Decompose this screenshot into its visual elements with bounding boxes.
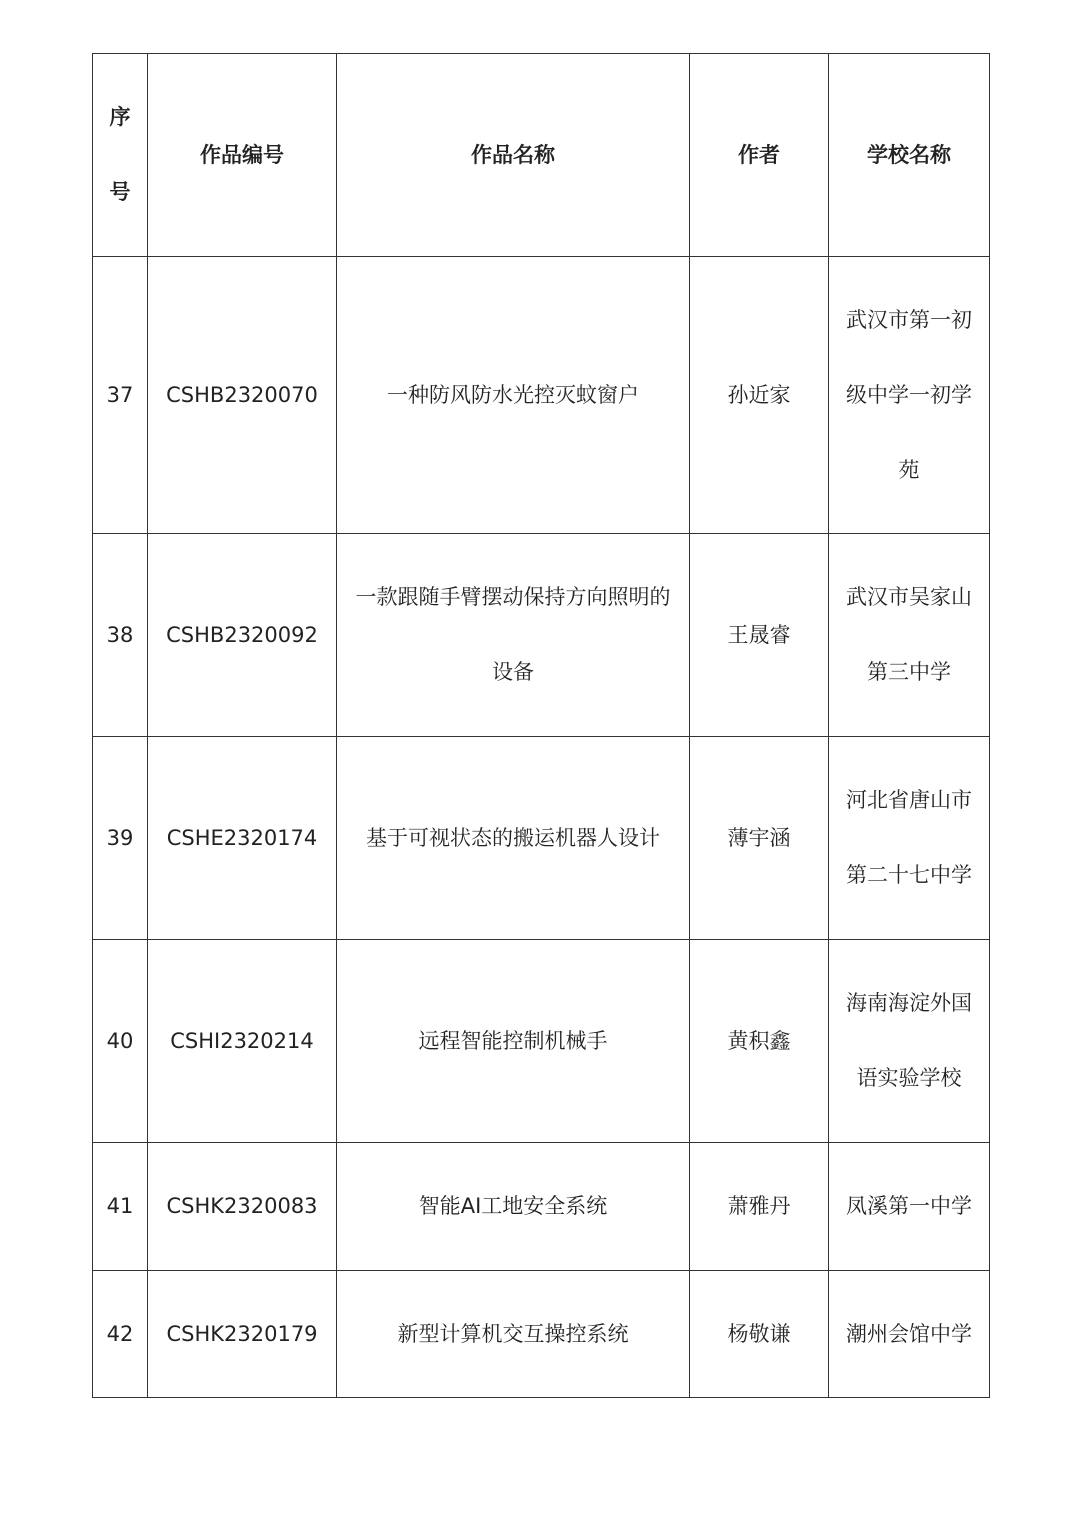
cell-code: CSHK2320083: [148, 1143, 337, 1271]
cell-seq: 39: [93, 737, 148, 940]
table-header: [93, 54, 990, 257]
cell-author: 杨敬谦: [690, 1271, 829, 1398]
cell-author: 萧雅丹: [690, 1143, 829, 1271]
header-school: 学校名称: [829, 54, 990, 257]
cell-seq: 42: [93, 1271, 148, 1398]
cell-school: 武汉市第一初级中学一初学苑: [829, 257, 990, 534]
cell-code: CSHB2320070: [148, 257, 337, 534]
cell-name: 基于可视状态的搬运机器人设计: [337, 737, 690, 940]
cell-school: 海南海淀外国语实验学校: [829, 940, 990, 1143]
header-code: 作品编号: [148, 54, 337, 257]
cell-school: 凤溪第一中学: [829, 1143, 990, 1271]
table-row: [93, 257, 990, 534]
cell-seq: 40: [93, 940, 148, 1143]
cell-name: 一款跟随手臂摆动保持方向照明的设备: [337, 534, 690, 737]
cell-name: 智能AI工地安全系统: [337, 1143, 690, 1271]
cell-seq: 38: [93, 534, 148, 737]
award-table: [92, 53, 990, 1398]
cell-code: CSHB2320092: [148, 534, 337, 737]
table-row: [93, 1271, 990, 1398]
cell-author: 王晟睿: [690, 534, 829, 737]
table-body: [93, 257, 990, 1398]
cell-code: CSHK2320179: [148, 1271, 337, 1398]
header-row: [93, 54, 990, 257]
header-name: 作品名称: [337, 54, 690, 257]
cell-name: 一种防风防水光控灭蚊窗户: [337, 257, 690, 534]
cell-author: 薄宇涵: [690, 737, 829, 940]
cell-school: 河北省唐山市第二十七中学: [829, 737, 990, 940]
table-row: [93, 737, 990, 940]
cell-author: 孙近家: [690, 257, 829, 534]
cell-code: CSHI2320214: [148, 940, 337, 1143]
table-row: [93, 534, 990, 737]
cell-code: CSHE2320174: [148, 737, 337, 940]
cell-seq: 41: [93, 1143, 148, 1271]
header-author: 作者: [690, 54, 829, 257]
cell-author: 黄积鑫: [690, 940, 829, 1143]
cell-school: 武汉市吴家山第三中学: [829, 534, 990, 737]
header-seq: 序号: [93, 54, 148, 257]
table-row: [93, 940, 990, 1143]
cell-name: 新型计算机交互操控系统: [337, 1271, 690, 1398]
table-row: [93, 1143, 990, 1271]
cell-seq: 37: [93, 257, 148, 534]
cell-name: 远程智能控制机械手: [337, 940, 690, 1143]
cell-school: 潮州会馆中学: [829, 1271, 990, 1398]
